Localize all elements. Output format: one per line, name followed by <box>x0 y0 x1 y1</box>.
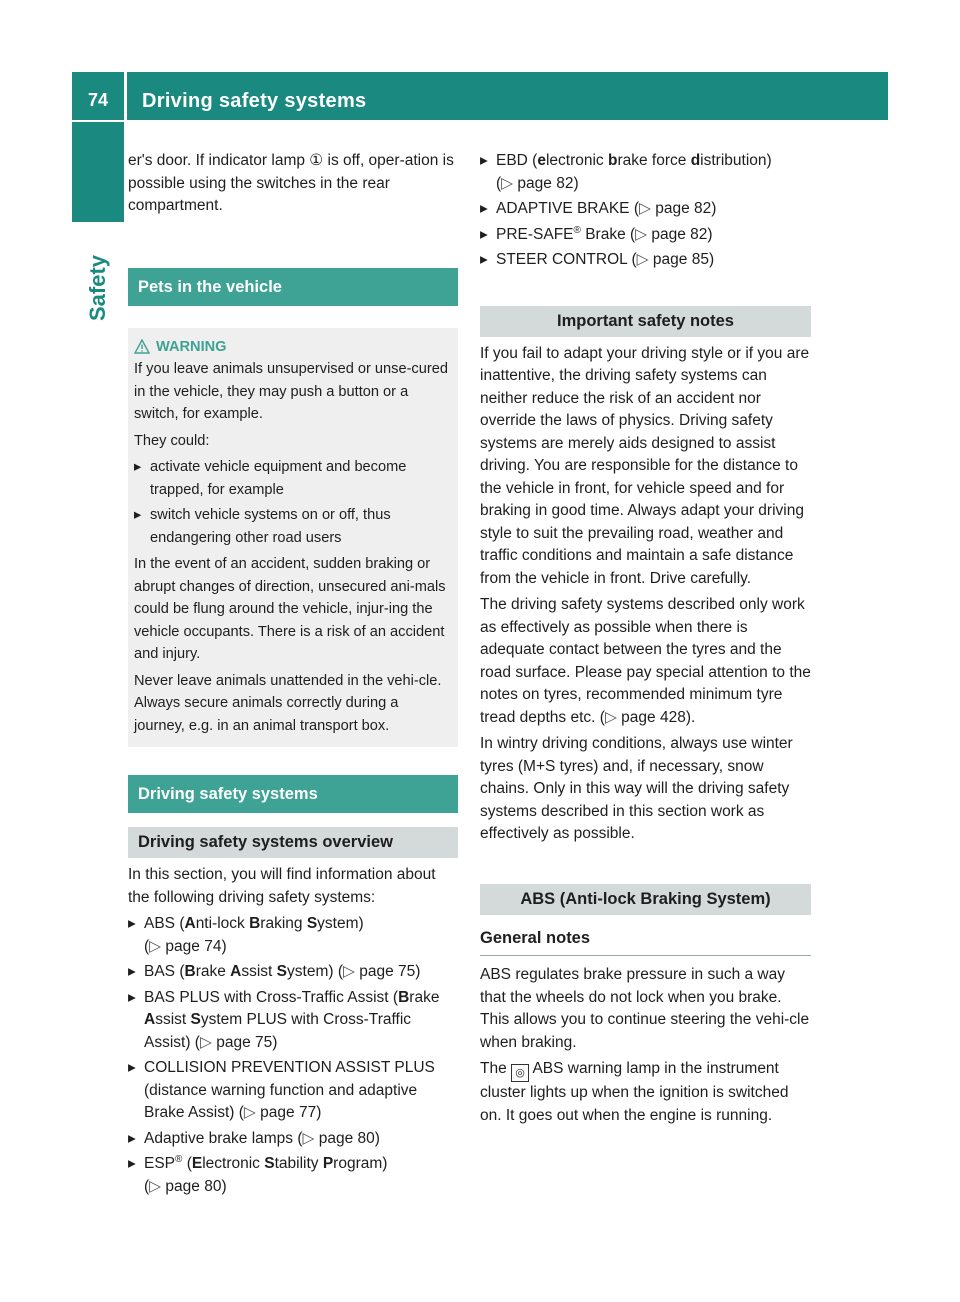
list-item: ▸ PRE-SAFE® Brake (▷ page 82) <box>480 224 811 247</box>
abs-paragraph: The ◎ ABS warning lamp in the instrument cluster lights up when the ignition is switched on. It goes out when the engine is running. <box>480 1060 789 1124</box>
warning-box <box>128 328 458 748</box>
list-item: ▸ ESP® (Electronic Stability Program) (▷ page 80) <box>128 1153 458 1198</box>
page-reference-link[interactable]: page 77 <box>260 1104 317 1121</box>
warning-triangle-icon <box>134 339 150 354</box>
page-reference-link[interactable]: page 75 <box>359 963 416 980</box>
list-item: ▸ activate vehicle equipment and become trapped, for example <box>134 456 450 501</box>
reference-arrow-icon: ▷ <box>149 937 162 955</box>
reference-arrow-icon: ▷ <box>149 1177 162 1195</box>
page-reference-link[interactable]: page 82 <box>651 225 708 243</box>
side-label-text: Safety <box>84 254 110 322</box>
page-reference-link[interactable]: page 82 <box>517 174 574 192</box>
abs-warning-lamp-icon: ◎ <box>511 1064 529 1082</box>
warning-label: WARNING <box>156 338 227 355</box>
systems-list-continued <box>480 150 811 272</box>
warning-text: They could: <box>134 432 210 449</box>
list-item: ▸ STEER CONTROL (▷ page 85) <box>480 249 811 272</box>
general-notes-heading: General notes <box>480 927 811 957</box>
reference-arrow-icon: ▷ <box>302 1129 315 1147</box>
list-item: ▸ switch vehicle systems on or off, thus endangering other road users <box>134 504 450 549</box>
page-number: 74 <box>87 90 109 110</box>
list-item: ▸ EBD (electronic brake force distribution) (▷ page 82) <box>480 150 811 195</box>
warning-list <box>134 456 450 549</box>
list-item: ▸ BAS PLUS with Cross-Traffic Assist (Brake Assist System PLUS with Cross-Traffic Assist) (▷ page 75) <box>128 987 458 1055</box>
warning-title <box>134 336 450 359</box>
reference-arrow-icon: ▷ <box>638 200 651 217</box>
list-item: ▸ Adaptive brake lamps (▷ page 80) <box>128 1128 458 1151</box>
abs-paragraph: ABS regulates brake pressure in such a way that the wheels do not lock when you brake. This allows you to continue steering the vehi-cle when braking. <box>480 966 810 1051</box>
important-paragraph: The driving safety systems described only work as effectively as possible when there is adequate contact between the tyres and the road surface. Please pay special attention to the notes on tyres, recommended minimum tyre tread depths etc. (▷ page 428). <box>480 596 811 726</box>
pets-heading: Pets in the vehicle <box>128 268 458 306</box>
header-divider <box>124 72 127 120</box>
page-reference-link[interactable]: page 75 <box>216 1033 273 1051</box>
list-item: ▸ ADAPTIVE BRAKE (▷ page 82) <box>480 198 811 221</box>
page-reference-link[interactable]: page 74 <box>165 937 222 955</box>
reference-arrow-icon: ▷ <box>501 174 514 192</box>
warning-text: In the event of an accident, sudden braking or abrupt changes of direction, unsecured ani-mals could be flung around the vehicle, injur-ing the vehicle occupants. There is a risk of an accident and injury. <box>134 556 446 662</box>
intro-paragraph: er's door. If indicator lamp ① is off, oper-ation is possible using the switches in the rear compartment. <box>128 152 454 214</box>
page-reference-link[interactable]: page 428 <box>621 708 686 726</box>
page-header <box>72 72 888 120</box>
important-notes-heading: Important safety notes <box>480 306 811 337</box>
reference-arrow-icon: ▷ <box>635 225 648 243</box>
page-reference-link[interactable]: page 82 <box>655 200 712 217</box>
side-label <box>72 228 124 348</box>
page-reference-link[interactable]: page 85 <box>652 251 709 268</box>
list-item: ▸ BAS (Brake Assist System) (▷ page 75) <box>128 961 458 984</box>
reference-arrow-icon: ▷ <box>604 708 617 726</box>
driving-safety-heading: Driving safety systems <box>128 775 458 813</box>
overview-text: In this section, you will find information about the following driving safety systems: <box>128 866 436 906</box>
page-reference-link[interactable]: page 80 <box>165 1177 222 1195</box>
systems-list <box>128 913 458 1198</box>
list-item: ▸ ABS (Anti-lock Braking System) (▷ page 74) <box>128 913 458 958</box>
page-reference-link[interactable]: page 80 <box>318 1129 375 1147</box>
list-item: ▸ COLLISION PREVENTION ASSIST PLUS (distance warning function and adaptive Brake Assist) (▷ page 77) <box>128 1057 458 1125</box>
reference-arrow-icon: ▷ <box>243 1104 256 1121</box>
running-head: Driving safety systems <box>142 90 367 112</box>
important-paragraph: In wintry driving conditions, always use winter tyres (M+S tyres) and, if necessary, snow chains. Only in this way will the driving safety systems described in this section work as effectively as possible. <box>480 735 793 842</box>
warning-text: Never leave animals unattended in the vehi-cle. Always secure animals correctly during a journey, e.g. in an animal transport box. <box>134 672 442 734</box>
left-column <box>128 150 458 1202</box>
abs-heading: ABS (Anti-lock Braking System) <box>480 884 811 915</box>
side-tab <box>72 122 124 222</box>
right-column <box>480 150 811 1131</box>
warning-text: If you leave animals unsupervised or unse-cured in the vehicle, they may push a button or a switch, for example. <box>134 361 448 422</box>
reference-arrow-icon: ▷ <box>342 963 355 980</box>
reference-arrow-icon: ▷ <box>636 251 649 268</box>
overview-heading: Driving safety systems overview <box>128 827 458 858</box>
important-paragraph: If you fail to adapt your driving style or if you are inattentive, the driving safety systems can neither reduce the risk of an accident nor override the laws of physics. Driving safety systems are merely aids designed to assist driving. You are responsible for the distance to the vehicle in front, for vehicle speed and for braking in good time. Always adapt your driving style to suit the prevailing road, weather and traffic conditions and maintain a safe distance from the vehicle in front. Drive carefully. <box>480 344 810 587</box>
reference-arrow-icon: ▷ <box>199 1033 212 1051</box>
